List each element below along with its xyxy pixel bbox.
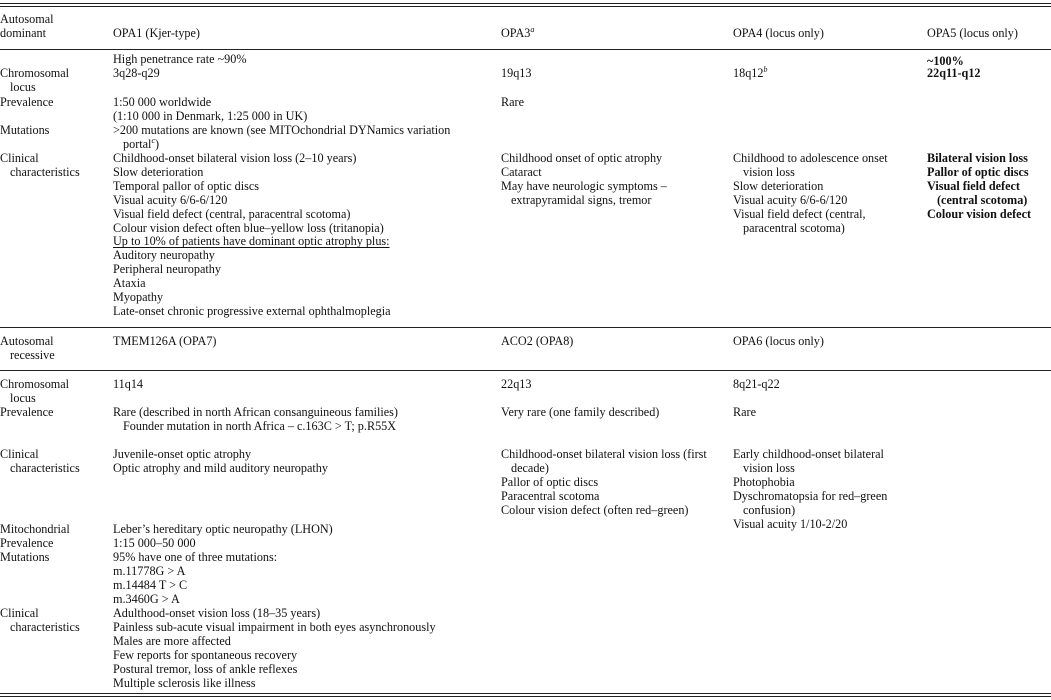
dominant-mutations-label: Mutations <box>0 123 50 137</box>
opa3-locus: 19q13 <box>501 66 532 80</box>
dominant-prevalence-label: Prevalence <box>0 95 54 109</box>
list-item: Multiple sclerosis like illness <box>113 675 256 690</box>
list-item: Cataract <box>501 164 542 179</box>
table-bottom-rule-1 <box>0 693 1051 694</box>
list-item: Myopathy <box>113 290 164 305</box>
aco2-locus: 22q13 <box>501 377 532 391</box>
opa3-clinical: Childhood onset of optic atrophy Cataract May have neurologic symptoms – extrapyramidal signs, tremor <box>501 151 667 207</box>
mito-clinical-label: Clinical characteristics <box>0 606 80 634</box>
list-item: Visual acuity 6/6-6/120 <box>113 192 228 207</box>
opa1-prevalence: 1:50 000 worldwide (1:10 000 in Denmark, 1:25 000 in UK) <box>113 95 308 123</box>
list-item: Few reports for spontaneous recovery <box>113 647 298 662</box>
header-opa6: OPA6 (locus only) <box>733 334 824 348</box>
opa1-mutations: >200 mutations are known (see MITOchondrial DYNamics variation portal$^c$) <box>113 123 451 151</box>
list-item: May have neurologic symptoms – <box>501 178 667 193</box>
list-item: Late-onset chronic progressive external ophthalmoplegia <box>113 303 391 318</box>
opa6-clinical: Early childhood-onset bilateral vision loss Photophobia Dyschromatopsia for red–green confusion) Visual acuity 1/10-2/20 <box>733 447 888 531</box>
list-item: Adulthood-onset vision loss (18–35 years) <box>113 606 321 620</box>
opa1-locus: 3q28-q29 <box>113 66 160 80</box>
dominant-locus-label: Chromosomal locus <box>0 66 70 94</box>
list-item: Postural tremor, loss of ankle reflexes <box>113 661 298 676</box>
mito-prevalence-label: Prevalence <box>0 536 54 550</box>
tmem126a-locus: 11q14 <box>113 377 144 391</box>
lhon-clinical <box>113 607 436 690</box>
opa5-clinical: Bilateral vision loss Pallor of optic discs Visual field defect (central scotoma) Colour vision defect <box>927 151 1032 221</box>
header-opa5: OPA5 (locus only) <box>927 26 1018 40</box>
list-item: m.11778G > A <box>113 563 186 578</box>
lhon-title: Leber’s hereditary optic neuropathy (LHON) <box>113 522 333 536</box>
header-aco2: ACO2 (OPA8) <box>501 334 574 348</box>
dominant-header-rule <box>0 49 1051 50</box>
list-item: Colour vision defect often blue–yellow loss (tritanopia) <box>113 220 384 235</box>
opa3-prevalence: Rare <box>501 95 525 109</box>
recessive-section-label: Autosomal recessive <box>0 334 55 362</box>
opa4-locus: 18q12$^b$ <box>733 65 768 80</box>
tmem126a-prevalence: Rare (described in north African consanguineous families) Founder mutation in north Africa – c.163C > T; p.R55X <box>113 405 398 433</box>
opa1-penetrance: High penetrance rate ~90% <box>113 52 247 66</box>
header-opa1: OPA1 (Kjer-type) <box>113 26 200 40</box>
recessive-header-rule <box>0 370 1051 371</box>
list-item: Slow deterioration <box>113 164 204 179</box>
aco2-prevalence: Very rare (one family described) <box>501 405 660 419</box>
list-item: m.3460G > A <box>113 591 180 606</box>
recessive-locus-label: Chromosomal locus <box>0 377 70 405</box>
lhon-mutations <box>113 551 277 607</box>
list-item: Painless sub-acute visual impairment in both eyes asynchronously <box>113 619 436 634</box>
opa1-clinical <box>113 152 391 319</box>
tmem126a-clinical: Juvenile-onset optic atrophy Optic atrophy and mild auditory neuropathy <box>113 447 328 475</box>
aco2-clinical: Childhood-onset bilateral vision loss (first decade) Pallor of optic discs Paracentral scotoma Colour vision defect (often red–green) <box>501 447 707 517</box>
opa5-penetrance: ~100% <box>927 54 964 68</box>
dominant-plus-heading: Up to 10% of patients have dominant optic atrophy plus: <box>113 234 390 249</box>
mito-mutations-label: Mutations <box>0 550 50 564</box>
dominant-section-label: Autosomal dominant <box>0 12 54 40</box>
table-top-rule-1 <box>0 3 1051 4</box>
header-opa4: OPA4 (locus only) <box>733 26 824 40</box>
list-item: Visual field defect (central, paracentral scotoma) <box>113 206 351 221</box>
recessive-clinical-label: Clinical characteristics <box>0 447 80 475</box>
table-bottom-rule-2 <box>0 696 1051 697</box>
dominant-clinical-label: Clinical characteristics <box>0 151 80 179</box>
opa5-locus: 22q11-q12 <box>927 66 981 80</box>
list-item: Ataxia <box>113 276 146 291</box>
recessive-section-rule <box>0 327 1051 328</box>
list-item: Males are more affected <box>113 633 231 648</box>
opa6-locus: 8q21-q22 <box>733 377 780 391</box>
lhon-prevalence: 1:15 000–50 000 <box>113 536 196 550</box>
list-item: Peripheral neuropathy <box>113 262 221 277</box>
mito-section-label: Mitochondrial <box>0 522 70 536</box>
table-top-rule-2 <box>0 6 1051 7</box>
list-item: 95% have one of three mutations: <box>113 550 278 564</box>
list-item: Temporal pallor of optic discs <box>113 178 260 193</box>
list-item: Childhood onset of optic atrophy <box>501 151 663 165</box>
list-item: m.14484 T > C <box>113 577 188 592</box>
opa4-clinical: Childhood to adolescence onset vision loss Slow deterioration Visual acuity 6/6-6/120 Visual field defect (central, paracentral scotoma) <box>733 151 888 235</box>
header-opa3: OPA3$^a$ <box>501 25 535 40</box>
opa6-prevalence: Rare <box>733 405 757 419</box>
recessive-prevalence-label: Prevalence <box>0 405 54 419</box>
header-tmem126a: TMEM126A (OPA7) <box>113 334 217 348</box>
list-item: Auditory neuropathy <box>113 248 215 263</box>
list-item: Childhood-onset bilateral vision loss (2–10 years) <box>113 151 357 165</box>
